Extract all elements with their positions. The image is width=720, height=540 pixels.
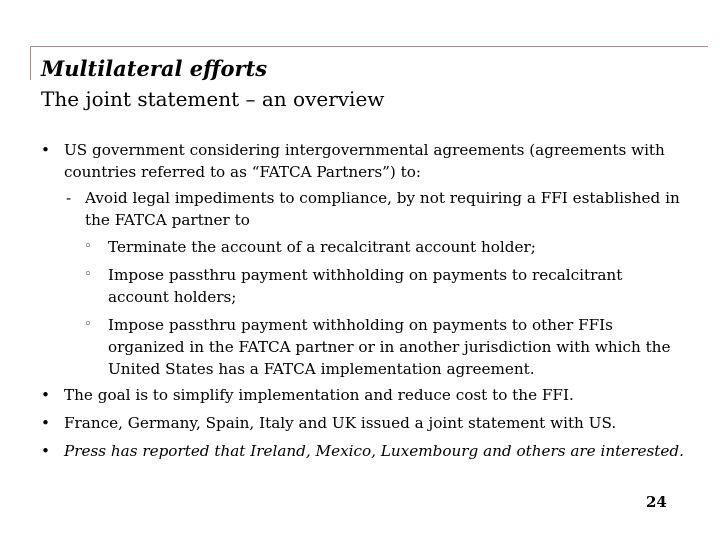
bullet-marker: • [41, 442, 50, 460]
circle-bullet-icon: ◦ [84, 317, 92, 332]
sub-sub-bullet-text: Impose passthru payment withholding on payments to other FFIs organized in the FATCA partner or in another jurisdiction with which the United States has a FATCA implementation agreement. [108, 316, 671, 378]
sub-sub-bullet-text: Impose passthru payment withholding on payments to recalcitrant account holders; [108, 266, 623, 306]
circle-bullet-icon: ◦ [84, 267, 92, 282]
sub-bullet-text: Avoid legal impediments to compliance, by not requiring a FFI established in the FATCA partner to [85, 189, 680, 229]
sub-bullet-item [66, 187, 689, 231]
bullet-item [41, 139, 689, 183]
circle-bullet-icon: ◦ [84, 239, 92, 254]
bullet-item [41, 412, 689, 434]
bullet-marker: • [41, 414, 50, 432]
bullet-text: US government considering intergovernmental agreements (agreements with countries referred to as “FATCA Partners”) to: [64, 141, 665, 181]
sub-sub-bullet-item [84, 314, 683, 380]
slide-title: Multilateral efforts [41, 56, 268, 81]
bullet-marker: • [41, 386, 50, 404]
bullet-text: France, Germany, Spain, Italy and UK issued a joint statement with US. [64, 414, 617, 432]
sub-sub-bullet-item [84, 236, 683, 258]
bullet-marker: • [41, 141, 50, 159]
dash-marker: - [66, 189, 72, 207]
bullet-text: Press has reported that Ireland, Mexico, Luxembourg and others are interested. [64, 442, 684, 460]
sub-sub-bullet-item [84, 264, 683, 308]
bullet-text: The goal is to simplify implementation and reduce cost to the FFI. [64, 386, 574, 404]
slide-subtitle: The joint statement – an overview [41, 87, 385, 111]
bullet-item [41, 440, 689, 462]
sub-sub-bullet-text: Terminate the account of a recalcitrant account holder; [108, 238, 536, 256]
bullet-item [41, 384, 689, 406]
page-number: 24 [646, 493, 667, 511]
